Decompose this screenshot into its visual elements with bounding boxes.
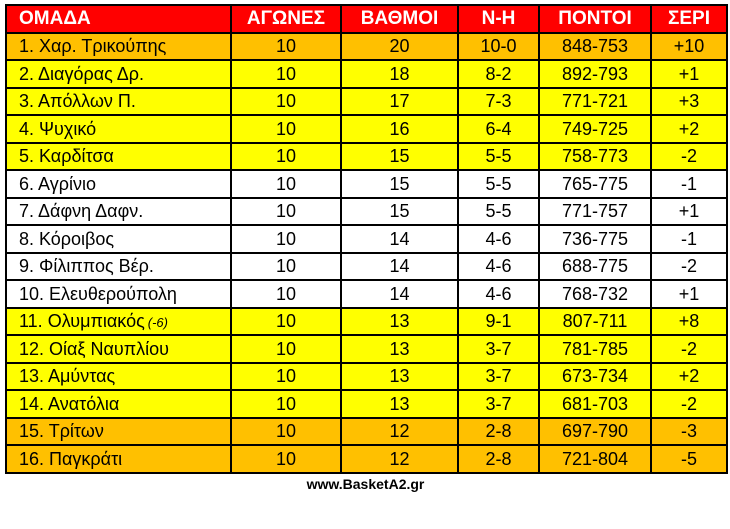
score-cell: 807-711 bbox=[539, 308, 651, 336]
points-cell: 14 bbox=[341, 253, 458, 281]
col-header-team: ΟΜΑΔΑ bbox=[6, 5, 231, 33]
standings-table bbox=[5, 4, 728, 474]
team-name: 6. Αγρίνιο bbox=[19, 173, 96, 194]
score-cell: 768-732 bbox=[539, 280, 651, 308]
team-name: 11. Ολυμπιακός bbox=[19, 311, 145, 332]
points-cell: 16 bbox=[341, 115, 458, 143]
score-cell: 765-775 bbox=[539, 170, 651, 198]
team-cell bbox=[6, 280, 231, 308]
table-row bbox=[6, 308, 727, 336]
games-cell: 10 bbox=[231, 390, 341, 418]
table-row bbox=[6, 445, 727, 473]
streak-cell: -1 bbox=[651, 170, 727, 198]
games-cell: 10 bbox=[231, 418, 341, 446]
table-row bbox=[6, 253, 727, 281]
team-name: 9. Φίλιππος Βέρ. bbox=[19, 256, 154, 277]
team-name: 8. Κόροιβος bbox=[19, 228, 115, 249]
score-cell: 736-775 bbox=[539, 225, 651, 253]
games-cell: 10 bbox=[231, 363, 341, 391]
winloss-cell: 5-5 bbox=[458, 143, 539, 171]
points-cell: 15 bbox=[341, 170, 458, 198]
games-cell: 10 bbox=[231, 335, 341, 363]
table-row bbox=[6, 418, 727, 446]
team-cell bbox=[6, 363, 231, 391]
streak-cell: +3 bbox=[651, 88, 727, 116]
winloss-cell: 9-1 bbox=[458, 308, 539, 336]
col-header-games: ΑΓΩΝΕΣ bbox=[231, 5, 341, 33]
points-cell: 13 bbox=[341, 308, 458, 336]
streak-cell: -1 bbox=[651, 225, 727, 253]
games-cell: 10 bbox=[231, 170, 341, 198]
score-cell: 892-793 bbox=[539, 60, 651, 88]
winloss-cell: 7-3 bbox=[458, 88, 539, 116]
winloss-cell: 6-4 bbox=[458, 115, 539, 143]
team-cell bbox=[6, 143, 231, 171]
score-cell: 781-785 bbox=[539, 335, 651, 363]
games-cell: 10 bbox=[231, 225, 341, 253]
points-cell: 14 bbox=[341, 280, 458, 308]
team-name: 5. Καρδίτσα bbox=[19, 146, 114, 167]
table-row bbox=[6, 60, 727, 88]
streak-cell: -2 bbox=[651, 390, 727, 418]
games-cell: 10 bbox=[231, 308, 341, 336]
score-cell: 758-773 bbox=[539, 143, 651, 171]
team-name: 4. Ψυχικό bbox=[19, 118, 97, 139]
table-row bbox=[6, 88, 727, 116]
streak-cell: +8 bbox=[651, 308, 727, 336]
points-cell: 20 bbox=[341, 33, 458, 61]
score-cell: 673-734 bbox=[539, 363, 651, 391]
points-cell: 15 bbox=[341, 143, 458, 171]
streak-cell: -2 bbox=[651, 335, 727, 363]
winloss-cell: 4-6 bbox=[458, 225, 539, 253]
team-name: 13. Αμύντας bbox=[19, 366, 116, 387]
team-cell bbox=[6, 253, 231, 281]
col-header-points: ΒΑΘΜΟΙ bbox=[341, 5, 458, 33]
winloss-cell: 2-8 bbox=[458, 445, 539, 473]
points-cell: 12 bbox=[341, 445, 458, 473]
streak-cell: +2 bbox=[651, 115, 727, 143]
winloss-cell: 4-6 bbox=[458, 253, 539, 281]
col-header-streak: ΣΕΡΙ bbox=[651, 5, 727, 33]
winloss-cell: 3-7 bbox=[458, 335, 539, 363]
team-cell bbox=[6, 225, 231, 253]
winloss-cell: 5-5 bbox=[458, 198, 539, 226]
games-cell: 10 bbox=[231, 115, 341, 143]
winloss-cell: 4-6 bbox=[458, 280, 539, 308]
team-name: 12. Οίαξ Ναυπλίου bbox=[19, 338, 170, 359]
streak-cell: +2 bbox=[651, 363, 727, 391]
games-cell: 10 bbox=[231, 198, 341, 226]
games-cell: 10 bbox=[231, 33, 341, 61]
games-cell: 10 bbox=[231, 143, 341, 171]
winloss-cell: 5-5 bbox=[458, 170, 539, 198]
team-name: 10. Ελευθερούπολη bbox=[19, 283, 177, 304]
team-cell bbox=[6, 60, 231, 88]
site-watermark: www.BasketA2.gr bbox=[306, 475, 425, 492]
team-cell bbox=[6, 390, 231, 418]
winloss-cell: 3-7 bbox=[458, 363, 539, 391]
team-cell bbox=[6, 335, 231, 363]
score-cell: 681-703 bbox=[539, 390, 651, 418]
score-cell: 688-775 bbox=[539, 253, 651, 281]
points-cell: 13 bbox=[341, 390, 458, 418]
table-row bbox=[6, 280, 727, 308]
team-name: 1. Χαρ. Τρικούπης bbox=[19, 36, 167, 57]
streak-cell: +1 bbox=[651, 60, 727, 88]
team-note: (-6) bbox=[147, 315, 168, 331]
winloss-cell: 8-2 bbox=[458, 60, 539, 88]
team-cell bbox=[6, 308, 231, 336]
winloss-cell: 10-0 bbox=[458, 33, 539, 61]
points-cell: 14 bbox=[341, 225, 458, 253]
points-cell: 12 bbox=[341, 418, 458, 446]
table-row bbox=[6, 115, 727, 143]
streak-cell: -3 bbox=[651, 418, 727, 446]
table-row bbox=[6, 198, 727, 226]
score-cell: 697-790 bbox=[539, 418, 651, 446]
col-header-score: ΠΟΝΤΟΙ bbox=[539, 5, 651, 33]
games-cell: 10 bbox=[231, 60, 341, 88]
games-cell: 10 bbox=[231, 253, 341, 281]
winloss-cell: 3-7 bbox=[458, 390, 539, 418]
table-row bbox=[6, 33, 727, 61]
header-row bbox=[6, 5, 727, 33]
streak-cell: -5 bbox=[651, 445, 727, 473]
points-cell: 13 bbox=[341, 335, 458, 363]
table-row bbox=[6, 335, 727, 363]
streak-cell: +10 bbox=[651, 33, 727, 61]
team-name: 16. Παγκράτι bbox=[19, 448, 123, 469]
streak-cell: -2 bbox=[651, 143, 727, 171]
games-cell: 10 bbox=[231, 280, 341, 308]
team-name: 15. Τρίτων bbox=[19, 421, 104, 442]
streak-cell: +1 bbox=[651, 280, 727, 308]
score-cell: 749-725 bbox=[539, 115, 651, 143]
team-cell bbox=[6, 33, 231, 61]
score-cell: 721-804 bbox=[539, 445, 651, 473]
points-cell: 18 bbox=[341, 60, 458, 88]
streak-cell: -2 bbox=[651, 253, 727, 281]
team-name: 14. Ανατόλια bbox=[19, 393, 120, 414]
table-row bbox=[6, 363, 727, 391]
score-cell: 771-721 bbox=[539, 88, 651, 116]
team-cell bbox=[6, 88, 231, 116]
team-name: 3. Απόλλων Π. bbox=[19, 91, 136, 112]
score-cell: 848-753 bbox=[539, 33, 651, 61]
team-cell bbox=[6, 170, 231, 198]
table-row bbox=[6, 170, 727, 198]
team-cell bbox=[6, 445, 231, 473]
points-cell: 15 bbox=[341, 198, 458, 226]
points-cell: 13 bbox=[341, 363, 458, 391]
games-cell: 10 bbox=[231, 88, 341, 116]
team-cell bbox=[6, 115, 231, 143]
table-row bbox=[6, 225, 727, 253]
winloss-cell: 2-8 bbox=[458, 418, 539, 446]
score-cell: 771-757 bbox=[539, 198, 651, 226]
col-header-winloss: Ν-Η bbox=[458, 5, 539, 33]
table-row bbox=[6, 143, 727, 171]
table-row bbox=[6, 390, 727, 418]
team-name: 7. Δάφνη Δαφν. bbox=[19, 201, 144, 222]
team-cell bbox=[6, 418, 231, 446]
team-name: 2. Διαγόρας Δρ. bbox=[19, 63, 145, 84]
points-cell: 17 bbox=[341, 88, 458, 116]
streak-cell: +1 bbox=[651, 198, 727, 226]
games-cell: 10 bbox=[231, 445, 341, 473]
team-cell bbox=[6, 198, 231, 226]
